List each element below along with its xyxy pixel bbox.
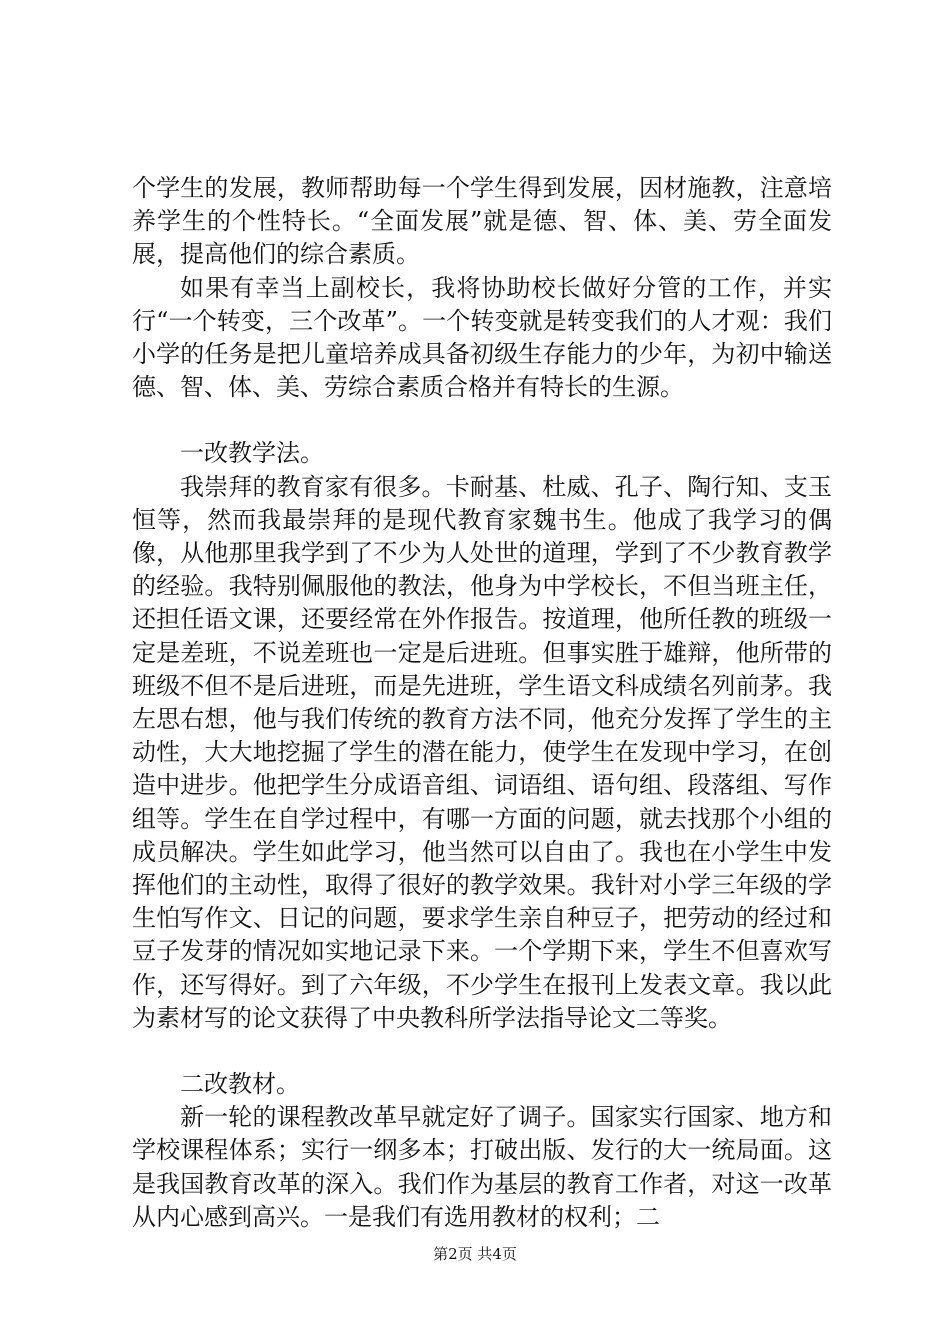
paragraph-gap	[132, 1035, 832, 1068]
paragraph-gap	[132, 404, 832, 437]
section-heading-textbooks: 二改教材。	[180, 1070, 300, 1099]
paragraph-textbooks: 新一轮的课程教改革早就定好了调子。国家实行国家、地方和学校课程体系；实行一纲多本；打破出版、发行的大一统局面。这是我国教育改革的深入。我们作为基层的教育工作者，对这一改革从内心感到高兴。一是我们有选用教材的权利；二	[132, 1103, 832, 1231]
document-body	[132, 172, 832, 1234]
section-heading-teaching-method: 一改教学法。	[180, 439, 324, 468]
page-footer: 第2页 共4页	[433, 1245, 517, 1263]
paragraph-vice-principal-plan: 如果有幸当上副校长，我将协助校长做好分管的工作，并实行“一个转变，三个改革”。一个转变就是转变我们的人才观：我们小学的任务是把儿童培养成具备初级生存能力的少年，为初中输送德、智、体、美、劳综合素质合格并有特长的生源。	[132, 273, 832, 402]
paragraph-teaching-method: 我崇拜的教育家有很多。卡耐基、杜威、孔子、陶行知、支玉恒等，然而我最崇拜的是现代教育家魏书生。他成了我学习的偶像，从他那里我学到了不少为人处世的道理，学到了不少教育教学的经验。我特别佩服他的教法，他身为中学校长，不但当班主任，还担任语文课，还要经常在外作报告。按道理，他所任教的班级一定是差班，不说差班也一定是后进班。但事实胜于雄辩，他所带的班级不但不是后进班，而是先进班，学生语文科成绩名列前茅。我左思右想，他与我们传统的教育方法不同，他充分发挥了学生的主动性，大大地挖掘了学生的潜在能力，使学生在发现中学习，在创造中进步。他把学生分成语音组、词语组、语句组、段落组、写作组等。学生在自学过程中，有哪一方面的问题，就去找那个小组的成员解决。学生如此学习，他当然可以自由了。我也在小学生中发挥他们的主动性，取得了很好的教学效果。我针对小学三年级的学生怕写作文、日记的问题，要求学生亲自种豆子，把劳动的经过和豆子发芽的情况如实地记录下来。一个学期下来，学生不但喜欢写作，还写得好。到了六年级，不少学生在报刊上发表文章。我以此为素材写的论文获得了中央教科所学法指导论文二等奖。	[132, 472, 832, 1032]
paragraph-continuation: 个学生的发展，教师帮助每一个学生得到发展，因材施教，注意培养学生的个性特长。“全面发展”就是德、智、体、美、劳全面发展，提高他们的综合素质。	[132, 174, 832, 269]
